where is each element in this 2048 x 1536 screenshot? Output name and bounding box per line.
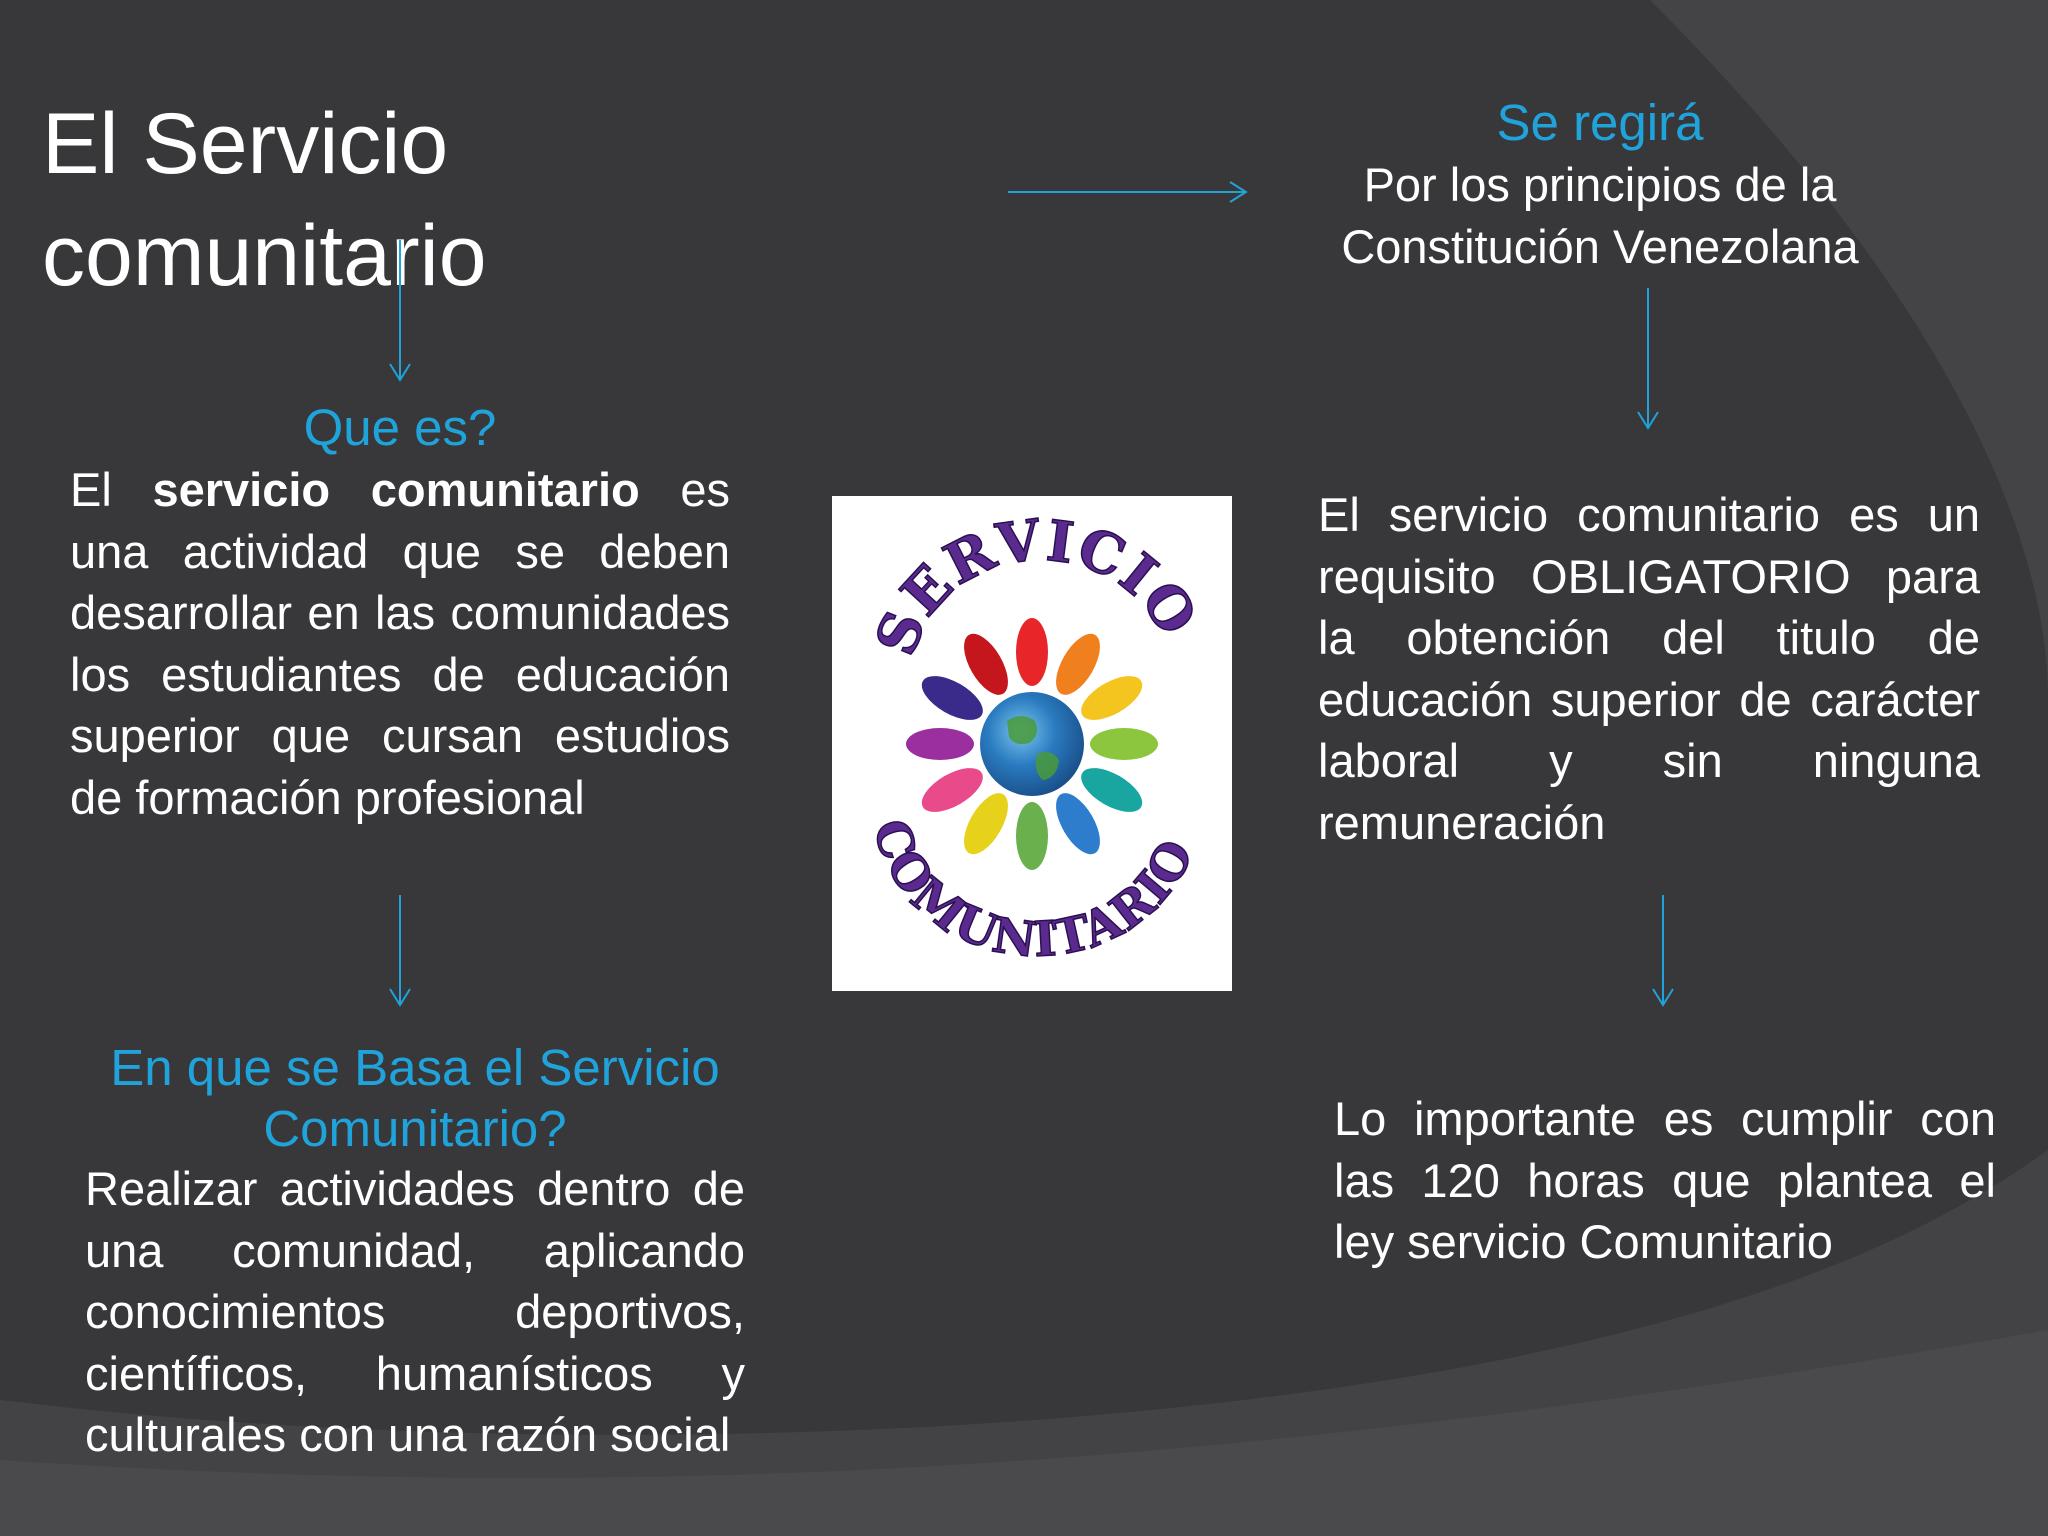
importante-text: Lo importante es cumplir con las 120 horas que plantea el ley servicio Comunitario <box>1334 1092 1996 1268</box>
bold-term: servicio comunitario <box>152 463 640 516</box>
logo-bottom-text: COMUNITARIO <box>861 813 1206 970</box>
logo-top-text: SERVICIO <box>862 506 1211 665</box>
slide-title <box>42 88 642 312</box>
arrow-down-icon <box>1653 895 1673 1010</box>
arrow-down-icon <box>390 895 410 1010</box>
servicio-comunitario-logo <box>832 496 1232 991</box>
basa-heading: En que se Basa el Servicio Comunitario? <box>110 1039 720 1157</box>
basa-text: Realizar actividades dentro de una comunidad, aplicando conocimientos deportivos, científicos, humanísticos y culturales con una razón social <box>85 1162 745 1461</box>
regira-heading: Se regirá <box>1496 94 1704 151</box>
arrow-right-icon <box>1008 182 1248 202</box>
arrow-down-icon <box>1638 288 1658 433</box>
title-line-1: El Servicio <box>42 96 449 192</box>
logo-graphic <box>832 496 1232 991</box>
title-line-2: comunitario <box>42 208 487 304</box>
globe-icon <box>980 692 1084 796</box>
requisito-text: El servicio comunitario es un requisito OBLIGATORIO para la obtención del titulo de educación superior de carácter laboral y sin ninguna remuneración <box>1318 488 1980 849</box>
regira-text: Por los principios de la Constitución Venezolana <box>1341 158 1859 273</box>
arrow-down-icon <box>390 240 410 385</box>
que-es-heading: Que es? <box>303 399 497 456</box>
que-es-text: El servicio comunitario es una actividad que se deben desarrollar en las comunidades los estudiantes de educación superior que cursan estudios de formación profesional <box>70 463 730 824</box>
